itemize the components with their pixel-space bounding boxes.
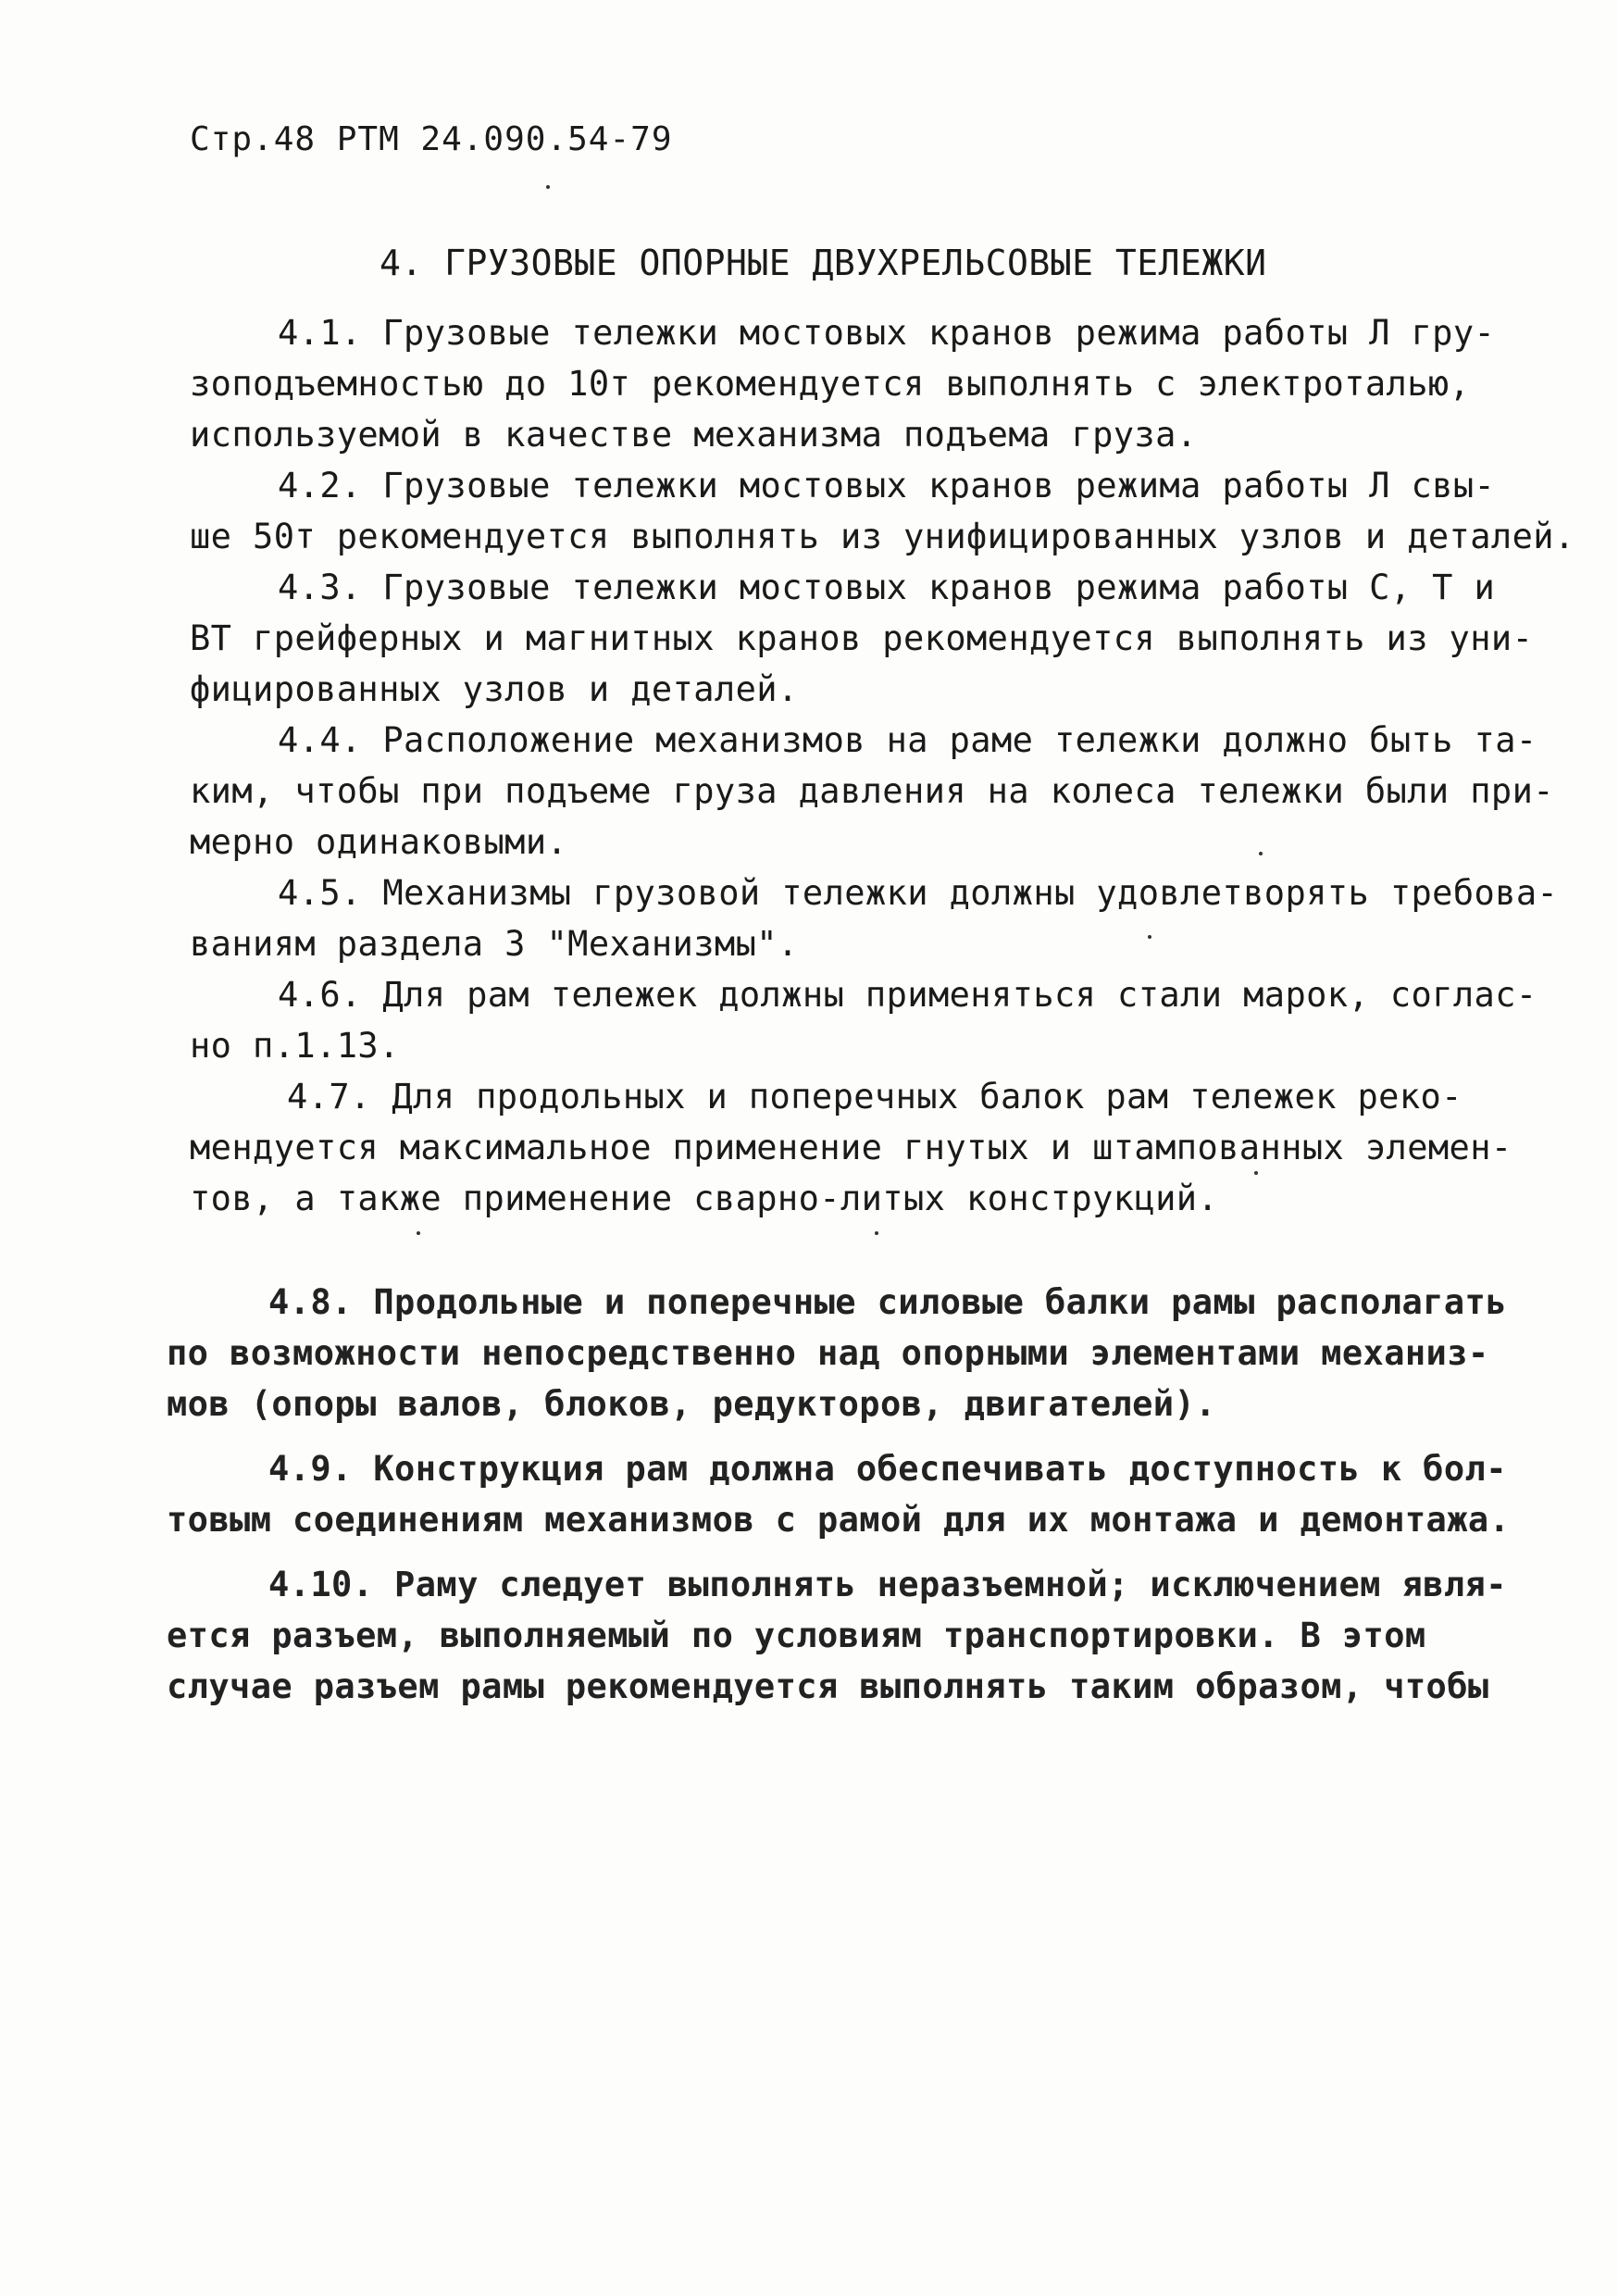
text-line: 4.1. Грузовые тележки мостовых кранов режима работы Л гру- xyxy=(278,313,1496,353)
scan-speck xyxy=(1254,1171,1258,1175)
text-line: ким, чтобы при подъеме груза давления на колеса тележки были при- xyxy=(190,771,1554,811)
text-line: 4.2. Грузовые тележки мостовых кранов режима работы Л свы- xyxy=(278,466,1496,505)
scan-speck xyxy=(1259,852,1263,855)
text-line: 4.4. Расположение механизмов на раме тележки должно быть та- xyxy=(278,720,1537,760)
text-line: товым соединениям механизмов с рамой для их монтажа и демонтажа. xyxy=(167,1500,1511,1540)
text-line: 4.9. Конструкция рам должна обеспечивать доступность к бол- xyxy=(268,1449,1507,1489)
text-line: 4.10. Раму следует выполнять неразъемной; исключением явля- xyxy=(268,1565,1507,1604)
text-line: ше 50т рекомендуется выполнять из унифицированных узлов и деталей. xyxy=(190,517,1575,556)
text-line: ВТ грейферных и магнитных кранов рекомендуется выполнять из уни- xyxy=(190,618,1534,658)
scan-speck xyxy=(417,1231,420,1235)
text-line: мов (опоры валов, блоков, редукторов, двигателей). xyxy=(167,1384,1216,1424)
text-line: мерно одинаковыми. xyxy=(190,822,568,862)
text-line: ваниям раздела 3 "Механизмы". xyxy=(190,924,799,964)
text-line: случае разъем рамы рекомендуется выполнять таким образом, чтобы xyxy=(167,1666,1489,1706)
text-line: 4.8. Продольные и поперечные силовые балки рамы располагать xyxy=(268,1282,1507,1322)
scan-speck xyxy=(1148,935,1151,939)
text-line: тов, а также применение сварно-литых конструкций. xyxy=(190,1179,1219,1218)
scan-speck xyxy=(546,185,550,189)
scan-speck xyxy=(875,1231,878,1235)
text-line: ется разъем, выполняемый по условиям транспортировки. В этом xyxy=(167,1616,1426,1655)
text-line: фицированных узлов и деталей. xyxy=(190,669,799,709)
text-line: 4.3. Грузовые тележки мостовых кранов режима работы С, Т и xyxy=(278,568,1496,607)
text-line: мендуется максимальное применение гнутых и штампованных элемен- xyxy=(190,1128,1512,1167)
text-line: 4.5. Механизмы грузовой тележки должны удовлетворять требова- xyxy=(278,873,1559,913)
text-line: по возможности непосредственно над опорными элементами механиз- xyxy=(167,1333,1489,1373)
page-header: Стр.48 РТМ 24.090.54-79 xyxy=(190,120,673,158)
text-line: зоподъемностью до 10т рекомендуется выполнять с электроталью, xyxy=(190,364,1471,404)
section-title: 4. ГРУЗОВЫЕ ОПОРНЫЕ ДВУХРЕЛЬСОВЫЕ ТЕЛЕЖКИ xyxy=(380,243,1267,283)
text-line: 4.7. Для продольных и поперечных балок рам тележек реко- xyxy=(287,1077,1462,1117)
text-line: но п.1.13. xyxy=(190,1026,400,1066)
text-line: 4.6. Для рам тележек должны применяться стали марок, соглас- xyxy=(278,975,1537,1015)
text-line: используемой в качестве механизма подъема груза. xyxy=(190,415,1198,455)
